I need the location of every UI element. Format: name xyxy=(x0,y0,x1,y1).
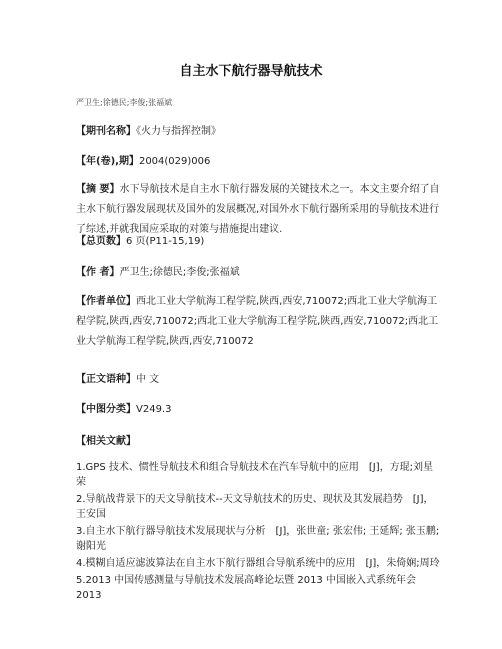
authors-line: 严卫生;徐德民;李俊;张福斌 xyxy=(76,98,173,107)
field-key: 【年(卷),期】 xyxy=(76,156,139,167)
field-value: V249.3 xyxy=(136,404,172,415)
field-value: 西北工业大学航海工程学院,陕西,西安,710072;西北工业大学航海工程学院,陕西,西安,710072;西北工业大学航海工程学院,陕西,西安,710072;西北工业大学航海工程学院,陕西,西安,710072 xyxy=(76,296,439,347)
reference-item: 2.导航战背景下的天文导航技术--天文导航技术的历史、现状及其发展趋势 [J]，王安国 xyxy=(76,494,434,520)
field-value: 6 页(P11-15,19) xyxy=(126,236,205,247)
field-value: 中 文 xyxy=(136,374,160,385)
field-key: 【总页数】 xyxy=(76,236,126,247)
field-clc xyxy=(76,400,442,420)
field-year-issue xyxy=(76,152,442,172)
references-header: 【相关文献】 xyxy=(76,436,136,447)
field-key: 【作 者】 xyxy=(76,267,120,278)
field-journal xyxy=(76,122,442,142)
field-key: 【作者单位】 xyxy=(76,296,136,307)
field-value: 严卫生;徐德民;李俊;张福斌 xyxy=(119,267,240,278)
field-affiliation xyxy=(76,292,442,352)
references-list xyxy=(76,460,442,605)
field-pages xyxy=(76,232,442,252)
field-value: 水下导航技术是自主水下航行器发展的关键技术之一。本文主要介绍了自主水下航行器发展现状及国外的发展概况,对国外水下航行器所采用的导航技术进行了综述,并就我国应采取的对策与措施提出建议. xyxy=(76,184,440,235)
reference-item: 3.自主水下航行器导航技术发展现状与分析 [J]，张世童; 张宏伟; 王延辉; 张玉鹏; 谢阳光 xyxy=(76,526,440,552)
field-value: 《火力与指挥控制》 xyxy=(136,126,221,137)
field-value: 2004(029)006 xyxy=(138,156,211,167)
field-key: 【期刊名称】 xyxy=(76,126,136,137)
field-key: 【摘 要】 xyxy=(76,184,120,195)
document-title: 自主水下航行器导航技术 xyxy=(179,64,323,79)
field-language xyxy=(76,370,442,390)
reference-item: 1.GPS 技术、惯性导航技术和组合导航技术在汽车导航中的应用 [J]，方琨;刘星荣 xyxy=(76,462,433,488)
field-abstract xyxy=(76,180,442,240)
field-key: 【正文语种】 xyxy=(76,374,136,385)
reference-item: 5.2013 中国传感测量与导航技术发展高峰论坛暨 2013 中国嵌入式系统年会 2013 xyxy=(76,575,416,601)
reference-item: 4.模糊自适应滤波算法在自主水下航行器组合导航系统中的应用 [J]，朱倚娴;周玲 xyxy=(76,558,440,569)
field-key: 【中图分类】 xyxy=(76,404,136,415)
field-authors xyxy=(76,263,442,283)
